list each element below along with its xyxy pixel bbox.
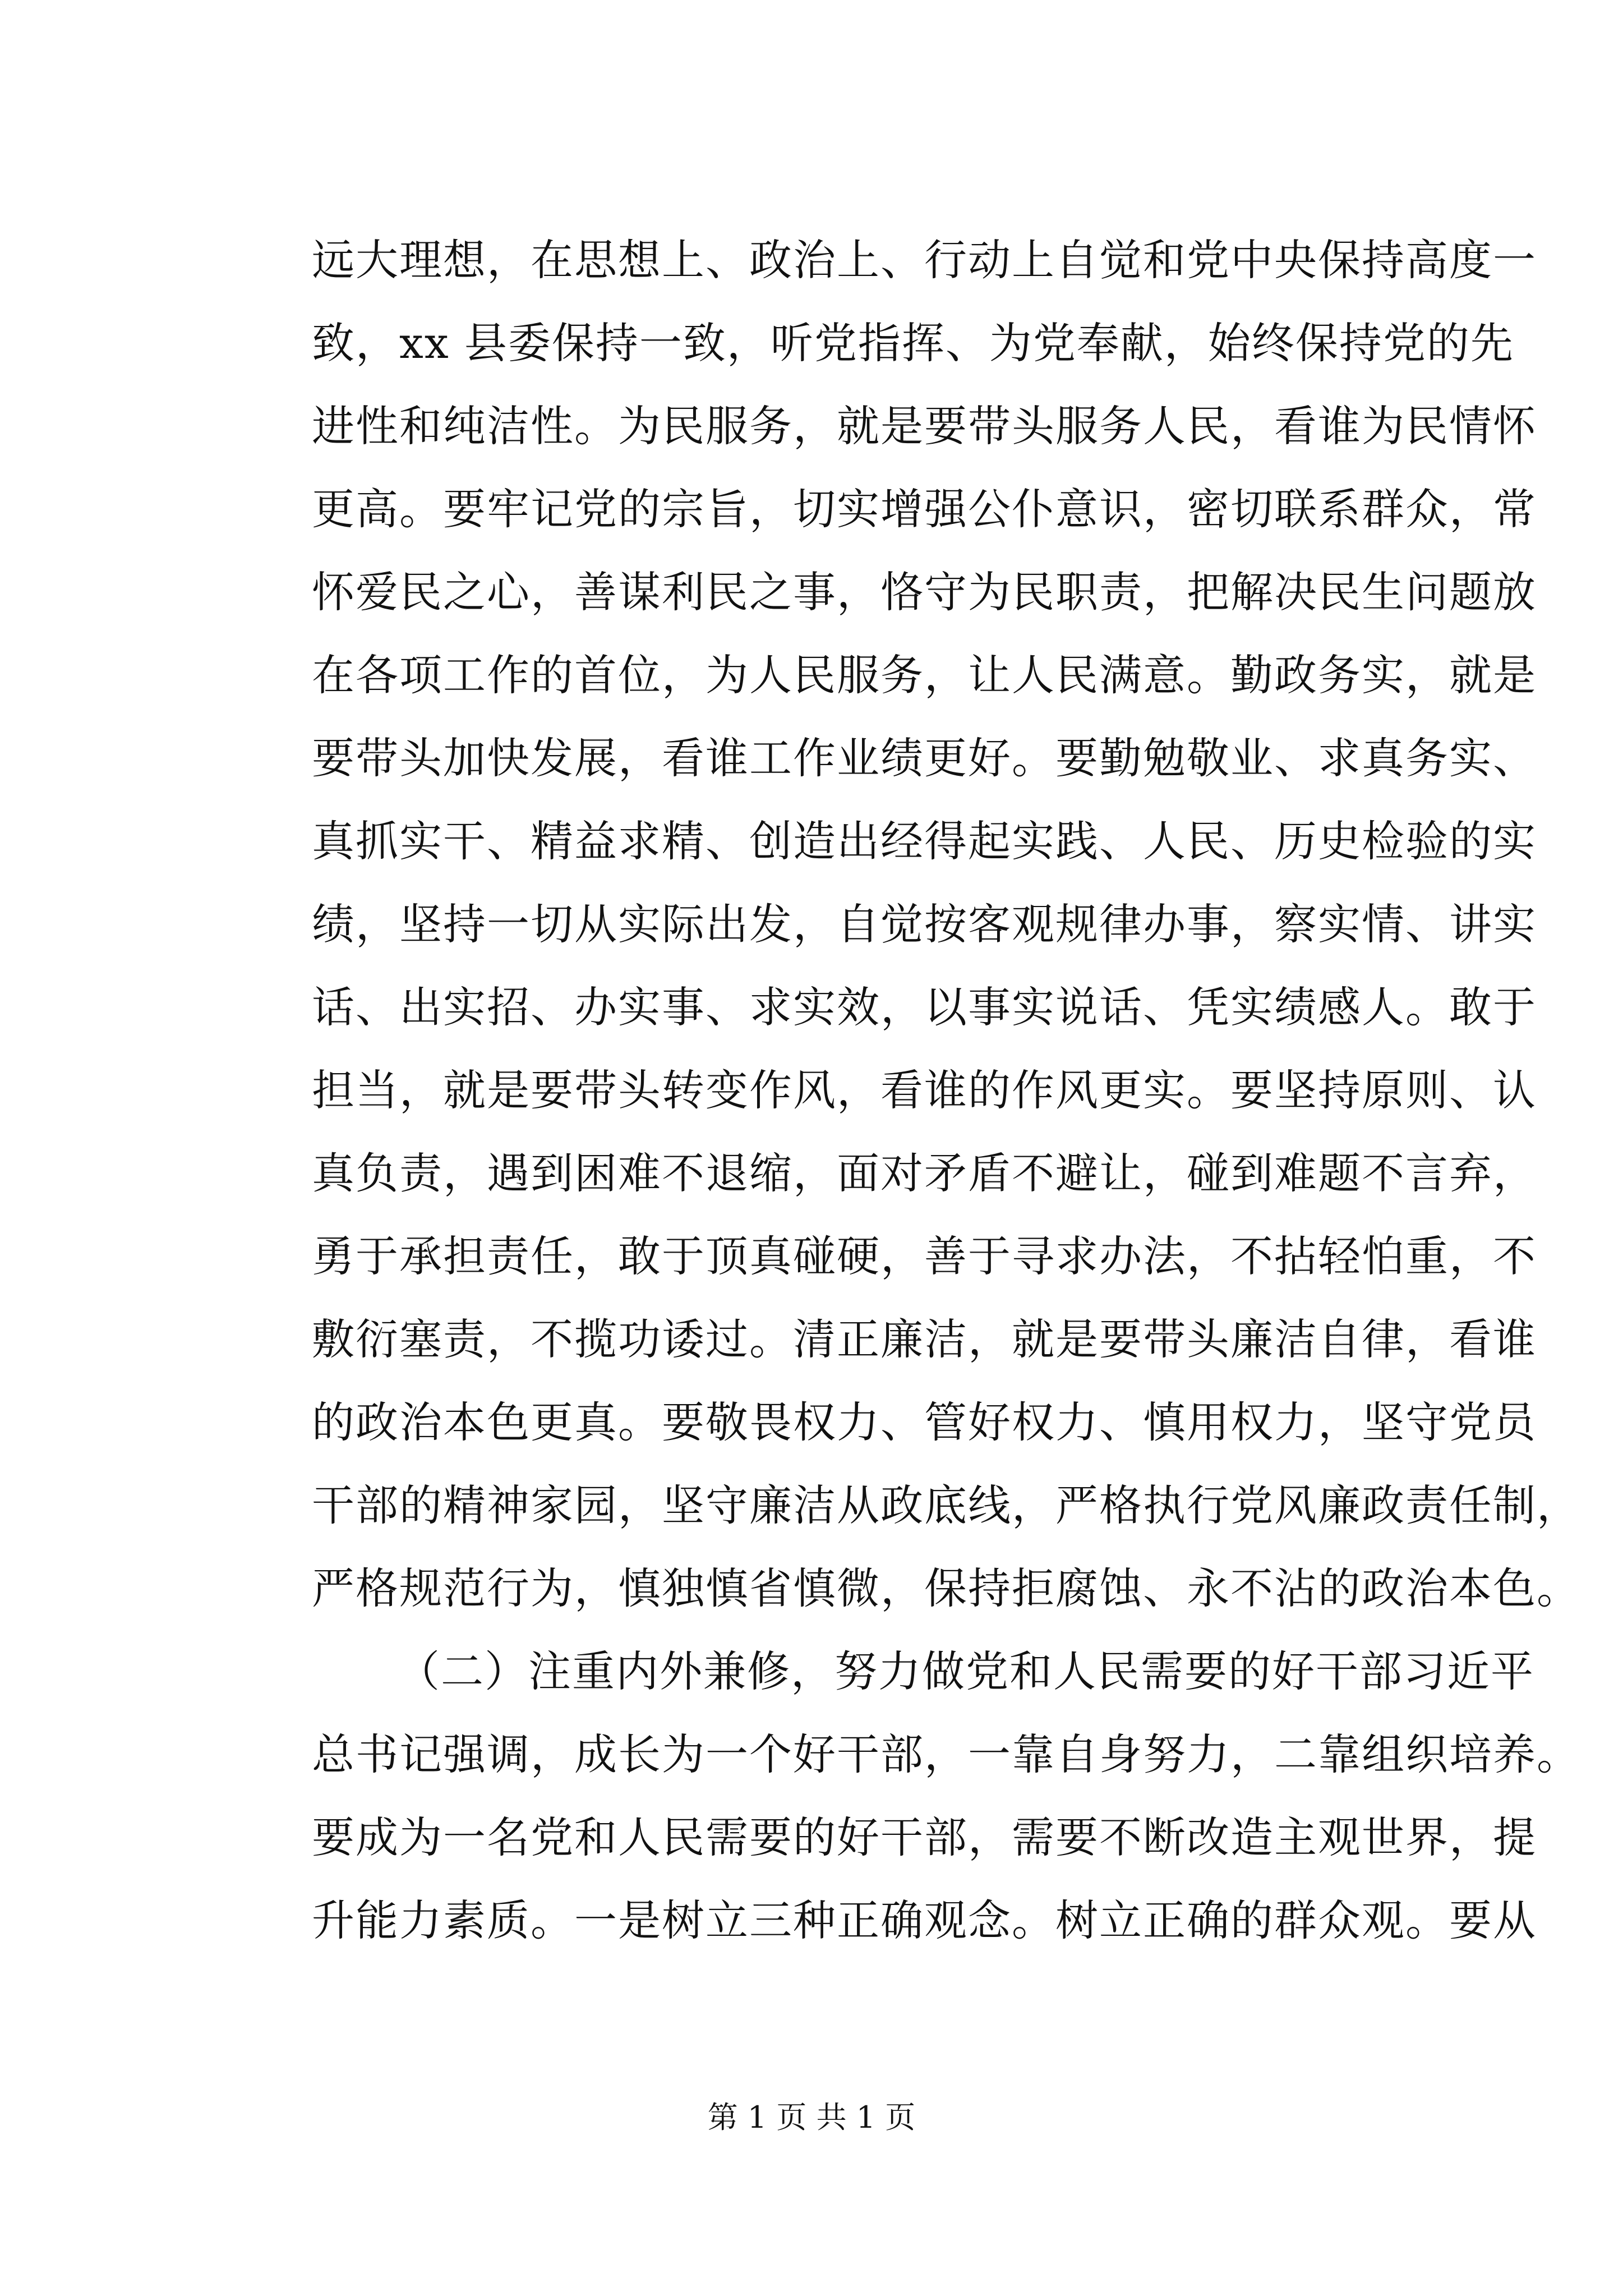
text-line: 怀爱民之心，善谋利民之事，恪守为民职责，把解决民生问题放 (312, 567, 1537, 617)
text-line: 真抓实干、精益求精、创造出经得起实践、人民、历史检验的实 (312, 816, 1537, 866)
text-line: 干部的精神家园，坚守廉洁从政底线，严格执行党风廉政责任制， (312, 1480, 1580, 1530)
text-line: 绩，坚持一切从实际出发，自觉按客观规律办事，察实情、讲实 (312, 899, 1537, 949)
text-line: 更高。要牢记党的宗旨，切实增强公仆意识，密切联系群众，常 (312, 484, 1537, 534)
body-text (312, 219, 1580, 1962)
text-line: 真负责，遇到困难不退缩，面对矛盾不避让，碰到难题不言弃， (312, 1148, 1537, 1198)
page-footer: 第 1 页 共 1 页 (707, 2100, 916, 2135)
text-line: 总书记强调，成长为一个好干部，一靠自身努力，二靠组织培养。 (312, 1729, 1580, 1779)
text-line: 远大理想，在思想上、政治上、行动上自觉和党中央保持高度一 (312, 235, 1537, 285)
text-line: 话、出实招、办实事、求实效，以事实说话、凭实绩感人。敢于 (312, 982, 1537, 1032)
section-heading-line: （二）注重内外兼修，努力做党和人民需要的好干部习近平 (397, 1646, 1534, 1696)
text-line: 敷衍塞责，不揽功诿过。清正廉洁，就是要带头廉洁自律，看谁 (312, 1314, 1537, 1364)
text-line: 的政治本色更真。要敬畏权力、管好权力、慎用权力，坚守党员 (312, 1397, 1537, 1447)
text-line: 要带头加快发展，看谁工作业绩更好。要勤勉敬业、求真务实、 (312, 733, 1537, 783)
text-line: 担当，就是要带头转变作风，看谁的作风更实。要坚持原则、认 (312, 1065, 1537, 1115)
text-line: 勇于承担责任，敢于顶真碰硬，善于寻求办法，不拈轻怕重，不 (312, 1231, 1537, 1281)
text-line: 在各项工作的首位，为人民服务，让人民满意。勤政务实，就是 (312, 650, 1537, 700)
text-line: 严格规范行为，慎独慎省慎微，保持拒腐蚀、永不沾的政治本色。 (312, 1563, 1580, 1613)
text-line: 致，xx 县委保持一致，听党指挥、为党奉献，始终保持党的先 (312, 318, 1514, 368)
text-line: 升能力素质。一是树立三种正确观念。树立正确的群众观。要从 (312, 1895, 1537, 1945)
text-line: 进性和纯洁性。为民服务，就是要带头服务人民，看谁为民情怀 (312, 401, 1537, 451)
text-line: 要成为一名党和人民需要的好干部，需要不断改造主观世界，提 (312, 1812, 1537, 1862)
